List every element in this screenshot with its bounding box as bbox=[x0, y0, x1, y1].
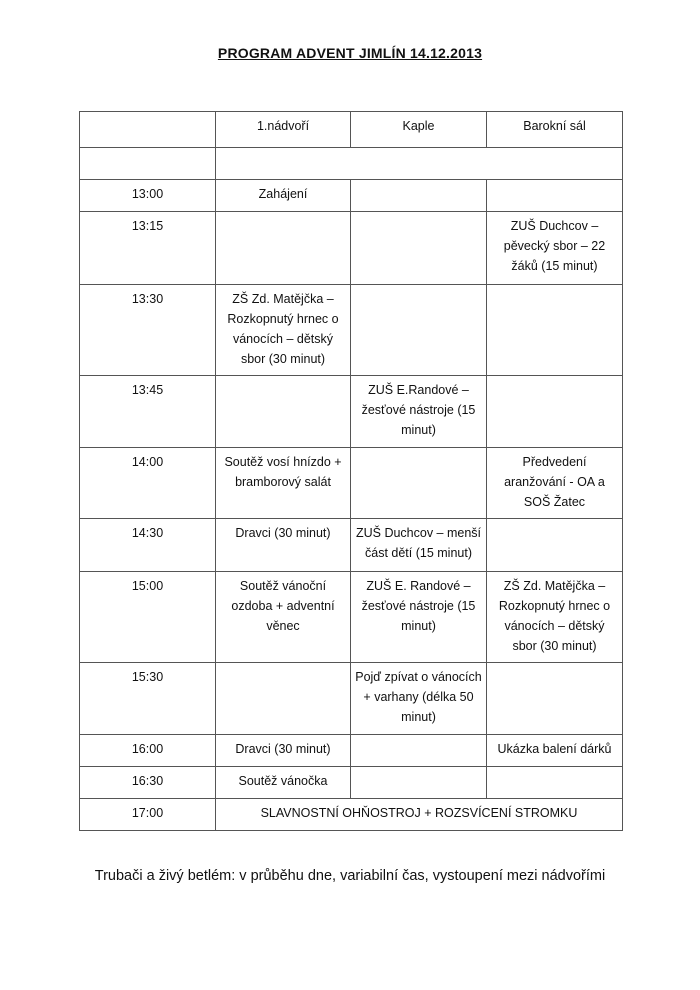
nadvori-cell: Dravci (30 minut) bbox=[216, 735, 351, 767]
table-row bbox=[80, 735, 623, 767]
kaple-cell bbox=[351, 448, 487, 519]
table-row bbox=[80, 572, 623, 663]
time-cell: 14:00 bbox=[80, 448, 216, 519]
blank-cell bbox=[80, 148, 216, 180]
time-cell: 13:00 bbox=[80, 180, 216, 212]
kaple-cell bbox=[351, 212, 487, 285]
nadvori-cell: Soutěž vánoční ozdoba + adventní věnec bbox=[216, 572, 351, 663]
document-title: PROGRAM ADVENT JIMLÍN 14.12.2013 bbox=[217, 45, 483, 61]
kaple-cell: ZUŠ E. Randové – žesťové nástroje (15 minut) bbox=[351, 572, 487, 663]
sal-cell bbox=[487, 519, 623, 572]
table-row bbox=[80, 663, 623, 735]
sal-cell bbox=[487, 663, 623, 735]
sal-cell: Ukázka balení dárků bbox=[487, 735, 623, 767]
time-cell: 17:00 bbox=[80, 799, 216, 831]
nadvori-cell bbox=[216, 376, 351, 448]
kaple-cell: ZUŠ Duchcov – menší část dětí (15 minut) bbox=[351, 519, 487, 572]
table-row bbox=[80, 448, 623, 519]
table-row bbox=[80, 180, 623, 212]
nadvori-cell bbox=[216, 663, 351, 735]
fireworks-cell: SLAVNOSTNÍ OHŇOSTROJ + ROZSVÍCENÍ STROMKU bbox=[216, 799, 623, 831]
kaple-cell: ZUŠ E.Randové – žesťové nástroje (15 minut) bbox=[351, 376, 487, 448]
kaple-cell bbox=[351, 735, 487, 767]
footer-note: Trubači a živý betlém: v průběhu dne, variabilní čas, vystoupení mezi nádvořími bbox=[94, 868, 606, 884]
nadvori-cell: ZŠ Zd. Matějčka – Rozkopnutý hrnec o vánocích – dětský sbor (30 minut) bbox=[216, 285, 351, 376]
kaple-cell bbox=[351, 767, 487, 799]
sal-cell bbox=[487, 180, 623, 212]
table-row bbox=[80, 376, 623, 448]
nadvori-cell: Soutěž vánočka bbox=[216, 767, 351, 799]
sal-cell bbox=[487, 376, 623, 448]
time-cell: 16:00 bbox=[80, 735, 216, 767]
header-cell-nadvori: 1.nádvoří bbox=[216, 112, 351, 148]
blank-cell-span bbox=[216, 148, 623, 180]
table-row bbox=[80, 285, 623, 376]
sal-cell: ZUŠ Duchcov – pěvecký sbor – 22 žáků (15 minut) bbox=[487, 212, 623, 285]
final-row bbox=[80, 799, 623, 831]
kaple-cell bbox=[351, 285, 487, 376]
table-row bbox=[80, 519, 623, 572]
sal-cell: Předvedení aranžování - OA a SOŠ Žatec bbox=[487, 448, 623, 519]
time-cell: 14:30 bbox=[80, 519, 216, 572]
header-cell-kaple: Kaple bbox=[351, 112, 487, 148]
sal-cell: ZŠ Zd. Matějčka – Rozkopnutý hrnec o vánocích – dětský sbor (30 minut) bbox=[487, 572, 623, 663]
sal-cell bbox=[487, 285, 623, 376]
nadvori-cell: Soutěž vosí hnízdo + bramborový salát bbox=[216, 448, 351, 519]
nadvori-cell bbox=[216, 212, 351, 285]
nadvori-cell: Dravci (30 minut) bbox=[216, 519, 351, 572]
kaple-cell bbox=[351, 180, 487, 212]
kaple-cell: Pojď zpívat o vánocích + varhany (délka 50 minut) bbox=[351, 663, 487, 735]
table-row bbox=[80, 212, 623, 285]
time-cell: 13:30 bbox=[80, 285, 216, 376]
time-cell: 16:30 bbox=[80, 767, 216, 799]
header-cell-barokni-sal: Barokní sál bbox=[487, 112, 623, 148]
time-cell: 13:45 bbox=[80, 376, 216, 448]
nadvori-cell: Zahájení bbox=[216, 180, 351, 212]
header-row bbox=[80, 112, 623, 148]
time-cell: 15:00 bbox=[80, 572, 216, 663]
table-row bbox=[80, 767, 623, 799]
program-table bbox=[79, 111, 623, 831]
header-cell-time bbox=[80, 112, 216, 148]
time-cell: 15:30 bbox=[80, 663, 216, 735]
blank-row bbox=[80, 148, 623, 180]
sal-cell bbox=[487, 767, 623, 799]
time-cell: 13:15 bbox=[80, 212, 216, 285]
